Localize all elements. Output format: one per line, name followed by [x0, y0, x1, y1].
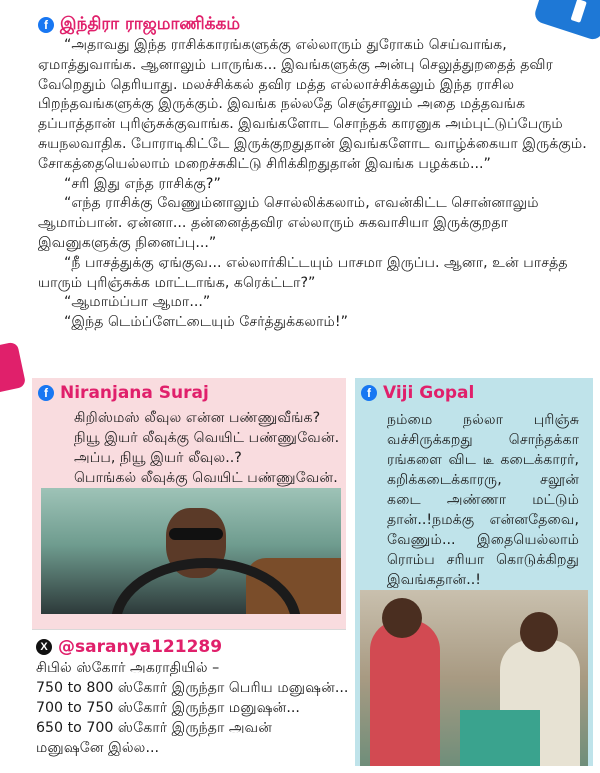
- quote-paragraph: “நீ பாசத்துக்கு ஏங்குவ... எல்லார்கிட்டயும் பாசமா இருப்ப. ஆனா, உன் பாசத்த யாரும் புரிஞ்சுக்க மாட்டாங்க, கரெக்ட்டா?”: [38, 254, 568, 291]
- divider: [32, 629, 346, 630]
- quote-paragraph: “சரி இது எந்த ராசிக்கு?”: [64, 175, 221, 192]
- post-body: [38, 36, 594, 333]
- post-line: நியூ இயர் லீவுக்கு வெயிட் பண்ணுவேன்.: [74, 430, 340, 446]
- post-text: நம்மை நல்லா புரிஞ்சு வச்சிருக்கறது சொந்தக்கா ரங்களை விட டீ கடைக்காரர், கறிக்கடைக்காரரு, சலூன் கடை அண்ணா மட்டும் தான்..!நமக்கு என்னதேவை, வேணும்... இதையெல்லாம் ரொம்ப சரியா கொடுக்கிறது இவங்கதான்..!: [387, 412, 579, 588]
- post-line: சிபில் ஸ்கோர் அகராதியில் –: [36, 660, 220, 676]
- quote-paragraph: “அதாவது இந்த ராசிக்காரங்களுக்கு எல்லாரும் துரோகம் செய்வாங்க, ஏமாத்துவாங்க. ஆனாலும் பாருங்க... இவங்களுக்கு அன்பு செலுத்துறதைத் தவிர வேறெதும் தெரியாது. மலச்சிக்கல் தவிர மத்த எல்லாச்சிக்கலும் இந்த ராசில பிறந்தவங்களுக்கு இருக்கும். இவங்க நல்லதே செஞ்சாலும் அதை மத்தவங்க தப்பாத்தான் புரிஞ்சுக்குவாங்க. இவங்களோட சொந்தக் காரனுக அம்புட்டுப்பேரும் சுயநலவாதிக. போராடிகிட்டே இருக்குறதுதான் இவங்களோட வாழ்க்கையா இருக்கும். சோகத்தையெல்லாம் மறைச்சுகிட்டு சிரிக்கிறதுதான் இவங்க பழக்கம்...”: [38, 37, 587, 172]
- post-viji: [355, 378, 593, 766]
- author-name[interactable]: Niranjana Suraj: [60, 383, 209, 403]
- post-line: 650 to 700 ஸ்கோர் இருந்தா அவன்: [36, 720, 272, 736]
- post-body: [36, 658, 352, 758]
- side-decoration: [0, 341, 26, 394]
- author-handle[interactable]: @saranya121289: [58, 637, 223, 657]
- post-indira: [38, 14, 594, 333]
- post-line: 700 to 750 ஸ்கோர் இருந்தா மனுஷன்...: [36, 700, 300, 716]
- post-line: மனுஷனே இல்ல...: [36, 740, 159, 756]
- author-name[interactable]: Viji Gopal: [383, 383, 475, 403]
- quote-paragraph: “இந்த டெம்ப்ளேட்டையும் சேர்த்துக்கலாம்!”: [64, 314, 348, 331]
- post-line: கிறிஸ்மஸ் லீவுல என்ன பண்ணுவீங்க?: [74, 410, 321, 426]
- facebook-icon: f: [38, 385, 54, 401]
- post-saranya: [36, 636, 352, 758]
- post-author-row: [38, 14, 594, 36]
- post-niranjana: [32, 378, 346, 629]
- post-author-row: [36, 636, 352, 658]
- post-photo: [360, 590, 588, 766]
- author-name[interactable]: இந்திரா ராஜமாணிக்கம்: [60, 14, 241, 34]
- post-body: [32, 404, 346, 488]
- facebook-icon: f: [38, 17, 54, 33]
- post-line: பொங்கல் லீவுக்கு வெயிட் பண்ணுவேன்.: [74, 470, 338, 486]
- quote-paragraph: “ஆமாம்ப்பா ஆமா...”: [64, 294, 211, 311]
- post-author-row: [355, 378, 593, 404]
- x-icon: X: [36, 639, 52, 655]
- post-line: அப்ப, நியூ இயர் லீவுல..?: [74, 450, 242, 466]
- quote-paragraph: “எந்த ராசிக்கு வேணும்னாலும் சொல்லிக்கலாம், எவன்கிட்ட சொன்னாலும் ஆமாம்பான். ஏன்னா... தன்னைத்தவிர எல்லாரும் சுகவாசியா இருக்குறதா இவனுகளுக்கு நினைப்பு...”: [38, 195, 539, 251]
- post-author-row: [32, 378, 346, 404]
- post-photo: [41, 488, 341, 614]
- post-line: 750 to 800 ஸ்கோர் இருந்தா பெரிய மனுஷன்...: [36, 680, 349, 696]
- post-body: [355, 404, 593, 590]
- facebook-icon: f: [361, 385, 377, 401]
